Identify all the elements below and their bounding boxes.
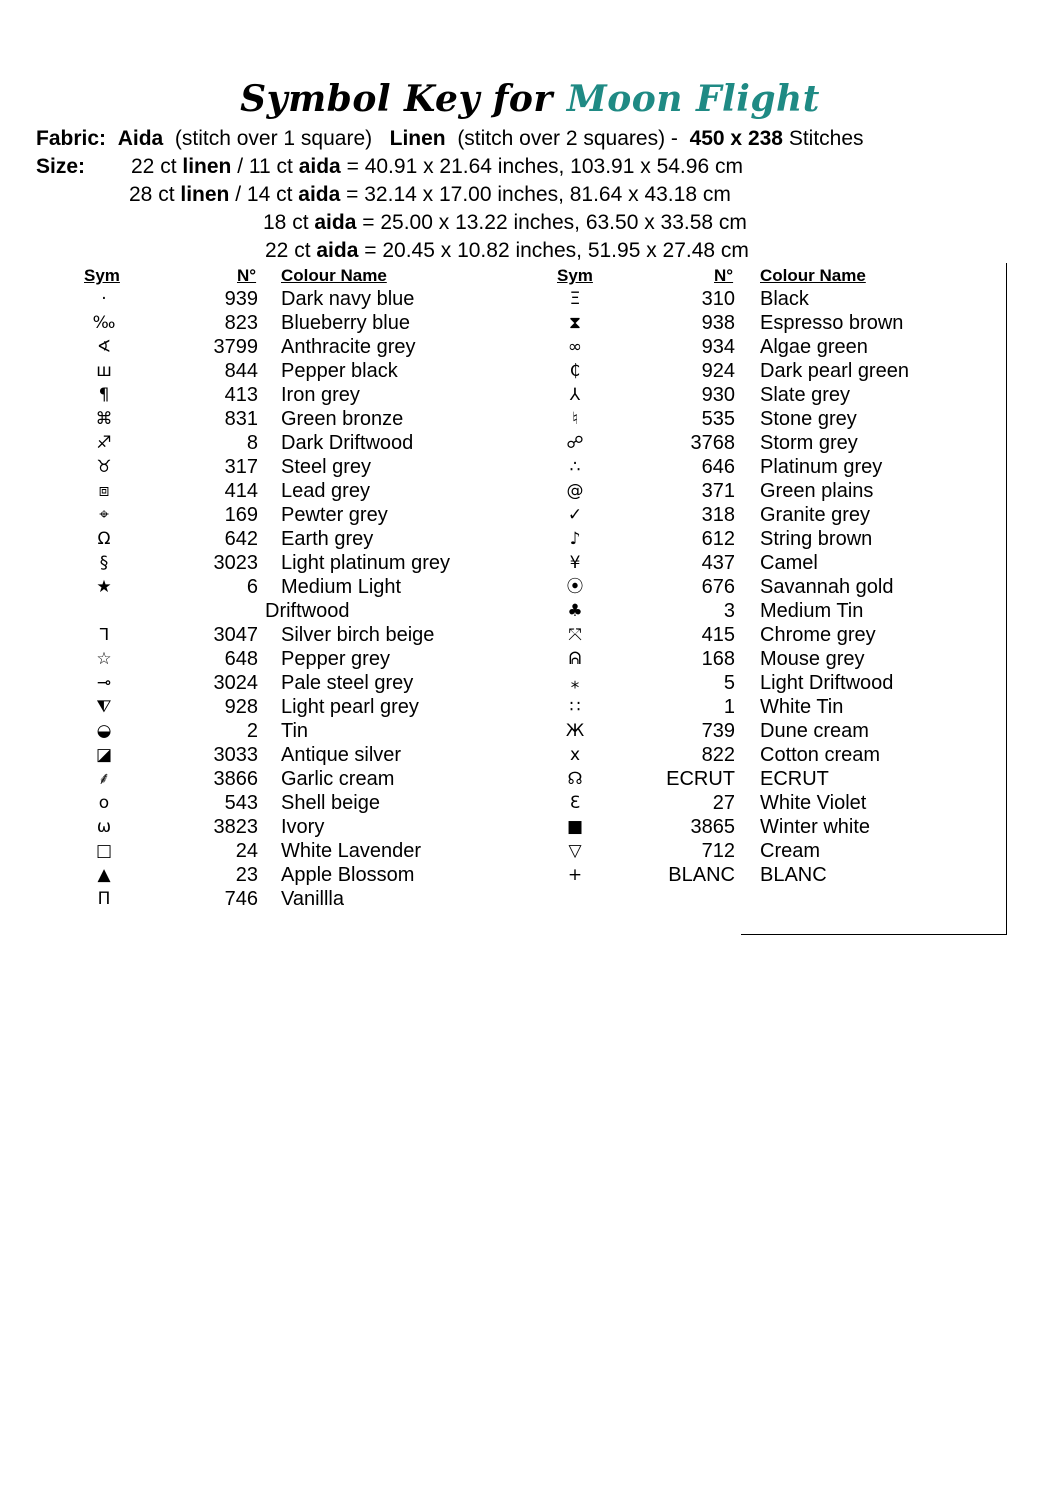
symbol-glyph: ∞ (567, 337, 583, 357)
thread-number: ECRUT (666, 768, 735, 790)
thread-number: 23 (235, 864, 258, 886)
symbol-glyph: ⌘ (95, 409, 113, 429)
size-dimensions: = 32.14 x 17.00 inches, 81.64 x 43.18 cm (346, 183, 731, 206)
symbol-glyph: ᕱ (568, 649, 582, 669)
symbol-glyph: ■ (566, 817, 584, 837)
thread-number: 831 (224, 408, 258, 430)
thread-number: 413 (224, 384, 258, 406)
symbol-glyph: ⅄ (569, 385, 581, 405)
colour-name: BLANC (760, 864, 827, 886)
thread-number: 3 (723, 600, 735, 622)
symbol-glyph: + (567, 865, 583, 885)
symbol-glyph: @ (566, 481, 584, 501)
colour-name: Pepper grey (281, 648, 390, 670)
symbol-glyph: ω (96, 817, 112, 837)
thread-number: 3799 (213, 336, 258, 358)
colour-name: Blueberry blue (281, 312, 410, 334)
colour-name: Lead grey (281, 480, 370, 502)
size-line-4 (265, 237, 749, 265)
symbol-glyph: □ (95, 841, 113, 861)
symbol-glyph: ᒣ (98, 625, 110, 645)
fabric-line (36, 125, 864, 153)
fabric-label: Fabric: (36, 127, 107, 150)
colour-name: Pewter grey (281, 504, 388, 526)
colour-name: Green bronze (281, 408, 404, 430)
symbol-glyph: ☊ (567, 769, 583, 789)
stitches-label: Stitches (788, 127, 864, 150)
size-line-2 (129, 181, 731, 209)
symbol-glyph: ♣ (567, 601, 583, 621)
colour-name: Espresso brown (760, 312, 904, 334)
colour-name: Dark pearl green (760, 360, 909, 382)
thread-number: 3823 (213, 816, 258, 838)
size-fabric: aida (298, 183, 341, 206)
thread-number: 712 (701, 840, 735, 862)
size-dimensions: = 20.45 x 10.82 inches, 51.95 x 27.48 cm (364, 239, 749, 262)
symbol-glyph: ⧗ (569, 313, 581, 333)
thread-number: 924 (701, 360, 735, 382)
colour-name: Slate grey (760, 384, 851, 406)
symbol-glyph: Ɛ (569, 793, 581, 813)
colour-name: Algae green (760, 336, 868, 358)
thread-number: 646 (701, 456, 735, 478)
colour-name: Vanillla (281, 888, 344, 910)
thread-number: 934 (701, 336, 735, 358)
colour-name: Light platinum grey (281, 552, 450, 574)
thread-number: 823 (224, 312, 258, 334)
symbol-glyph: Ω (97, 529, 111, 549)
symbol-glyph: ⊸ (96, 673, 112, 693)
symbol-glyph: ⦿ (566, 577, 584, 597)
size-fabric: linen (182, 155, 232, 178)
size-fabric: aida (314, 211, 357, 234)
symbol-glyph: ☆ (96, 649, 112, 669)
colour-name: White Lavender (281, 840, 422, 862)
symbol-glyph: ▲ (97, 865, 111, 885)
thread-number: 1 (723, 696, 735, 718)
symbol-glyph: ∢ (96, 337, 112, 357)
colour-name: Camel (760, 552, 818, 574)
right-border (1006, 263, 1007, 935)
symbol-glyph: § (99, 553, 109, 573)
symbol-glyph: ♪ (569, 529, 581, 549)
symbol-glyph: ‰ (92, 313, 116, 333)
symbol-glyph: ∷ (569, 697, 581, 717)
colour-name: Antique silver (281, 744, 402, 766)
size-fabric: aida (316, 239, 359, 262)
thread-number: 6 (246, 576, 258, 598)
thread-number: 543 (224, 792, 258, 814)
thread-number: 844 (224, 360, 258, 382)
thread-number: BLANC (668, 864, 735, 886)
colour-name: Green plains (760, 480, 874, 502)
colour-name: Pepper black (281, 360, 398, 382)
symbol-glyph: ¶ (98, 385, 110, 405)
colour-name: Steel grey (281, 456, 372, 478)
symbol-glyph: ⸙ (97, 769, 111, 789)
colour-name: Medium Light (281, 576, 402, 598)
fabric-linen: Linen (389, 127, 446, 150)
size-line-1 (131, 153, 743, 181)
colour-name: Medium Tin (760, 600, 864, 622)
thread-number: 939 (224, 288, 258, 310)
symbol-glyph: x (569, 745, 581, 765)
thread-number: 437 (701, 552, 735, 574)
colour-name: Cotton cream (760, 744, 881, 766)
thread-number: 535 (701, 408, 735, 430)
thread-number: 3033 (213, 744, 258, 766)
header-name-left: Colour Name (281, 266, 387, 285)
size-count: / 14 ct (235, 183, 293, 206)
thread-number: 930 (701, 384, 735, 406)
symbol-glyph: ★ (96, 577, 112, 597)
colour-name: Winter white (760, 816, 871, 838)
symbol-glyph: Ж (565, 721, 585, 741)
thread-number: 8 (246, 432, 258, 454)
symbol-glyph: · (101, 289, 107, 309)
fabric-linen-note: (stitch over 2 squares) - (457, 127, 678, 150)
colour-name: ECRUT (760, 768, 829, 790)
symbol-glyph: ☍ (566, 433, 584, 453)
thread-number: 739 (701, 720, 735, 742)
thread-number: 318 (701, 504, 735, 526)
thread-number: 169 (224, 504, 258, 526)
symbol-glyph: o (98, 793, 110, 813)
thread-number: 676 (701, 576, 735, 598)
colour-name: Garlic cream (281, 768, 395, 790)
colour-name: White Tin (760, 696, 844, 718)
size-count: 22 ct (131, 155, 177, 178)
symbol-glyph: ◒ (96, 721, 112, 741)
colour-name: Mouse grey (760, 648, 865, 670)
symbol-glyph: ∴ (569, 457, 581, 477)
colour-name: Light Driftwood (760, 672, 894, 694)
thread-number: 612 (701, 528, 735, 550)
thread-number: 3865 (690, 816, 735, 838)
header-num-right: N° (714, 266, 734, 285)
bottom-border (741, 934, 1007, 935)
colour-name: Cream (760, 840, 821, 862)
header-sym-left: Sym (84, 266, 120, 285)
size-fabric: linen (180, 183, 230, 206)
colour-name: Stone grey (760, 408, 857, 430)
title-prefix: Symbol Key for (240, 78, 553, 120)
symbol-glyph: ⤧ (568, 625, 582, 645)
colour-name: Ivory (281, 816, 325, 838)
header-num-left: N° (237, 266, 257, 285)
thread-number: 414 (224, 480, 258, 502)
size-count: / 11 ct (237, 155, 293, 178)
colour-name: Platinum grey (760, 456, 883, 478)
thread-number: 2 (246, 720, 258, 742)
size-label: Size: (36, 155, 86, 178)
thread-number: 317 (224, 456, 258, 478)
size-dimensions: = 25.00 x 13.22 inches, 63.50 x 33.58 cm (362, 211, 747, 234)
colour-name: Savannah gold (760, 576, 894, 598)
symbol-glyph: ⧨ (96, 697, 112, 717)
thread-number: 27 (712, 792, 735, 814)
symbol-glyph: ✓ (567, 505, 583, 525)
thread-number: 3023 (213, 552, 258, 574)
colour-name: Storm grey (760, 432, 858, 454)
thread-number: 3866 (213, 768, 258, 790)
thread-number: 3047 (213, 624, 258, 646)
thread-number: 642 (224, 528, 258, 550)
thread-number: 822 (701, 744, 735, 766)
stitch-count: 450 x 238 (689, 127, 783, 150)
thread-number: 648 (224, 648, 258, 670)
colour-name: Dune cream (760, 720, 869, 742)
thread-number: 310 (701, 288, 735, 310)
thread-number: 5 (723, 672, 735, 694)
colour-name: White Violet (760, 792, 867, 814)
colour-name: Light pearl grey (281, 696, 419, 718)
symbol-glyph: ◪ (95, 745, 113, 765)
symbol-glyph: ₵ (569, 361, 581, 381)
thread-number: 24 (235, 840, 258, 862)
symbol-glyph: ♮ (571, 409, 579, 429)
symbol-glyph: Π (97, 889, 111, 909)
size-count: 22 ct (265, 239, 311, 262)
colour-name: Iron grey (281, 384, 360, 406)
size-fabric: aida (298, 155, 341, 178)
colour-name: Pale steel grey (281, 672, 414, 694)
thread-number: 371 (701, 480, 735, 502)
colour-name: Granite grey (760, 504, 871, 526)
header-sym-right: Sym (557, 266, 593, 285)
fabric-aida-note: (stitch over 1 square) (174, 127, 373, 150)
thread-number: 3768 (690, 432, 735, 454)
symbol-glyph: ♉ (96, 457, 112, 477)
colour-name: Anthracite grey (281, 336, 416, 358)
thread-number: 415 (701, 624, 735, 646)
symbol-glyph: Ξ (569, 289, 581, 309)
colour-name: String brown (760, 528, 873, 550)
fabric-aida: Aida (117, 127, 164, 150)
symbol-glyph: ш (96, 361, 112, 381)
colour-name-continued: Driftwood (265, 600, 350, 622)
size-count: 18 ct (263, 211, 309, 234)
thread-number: 938 (701, 312, 735, 334)
symbol-glyph: ♐ (96, 433, 112, 453)
symbol-glyph: ⁎ (570, 673, 580, 693)
header-name-right: Colour Name (760, 266, 866, 285)
size-count: 28 ct (129, 183, 175, 206)
thread-number: 746 (224, 888, 258, 910)
symbol-glyph: ¥ (569, 553, 581, 573)
symbol-glyph: ⌖ (99, 505, 109, 525)
colour-name: Chrome grey (760, 624, 876, 646)
pattern-name: Moon Flight (566, 78, 820, 120)
thread-number: 168 (701, 648, 735, 670)
page-title (0, 78, 1060, 120)
colour-name: Tin (281, 720, 309, 742)
colour-name: Dark Driftwood (281, 432, 414, 454)
thread-number: 928 (224, 696, 258, 718)
symbol-glyph: ⧈ (98, 481, 110, 501)
colour-name: Black (760, 288, 809, 310)
colour-name: Apple Blossom (281, 864, 415, 886)
size-line-3 (263, 209, 747, 237)
size-dimensions: = 40.91 x 21.64 inches, 103.91 x 54.96 cm (346, 155, 743, 178)
symbol-glyph: ▽ (568, 841, 582, 861)
colour-name: Shell beige (281, 792, 380, 814)
colour-name: Silver birch beige (281, 624, 435, 646)
colour-name: Dark navy blue (281, 288, 415, 310)
colour-name: Earth grey (281, 528, 374, 550)
thread-number: 3024 (213, 672, 258, 694)
